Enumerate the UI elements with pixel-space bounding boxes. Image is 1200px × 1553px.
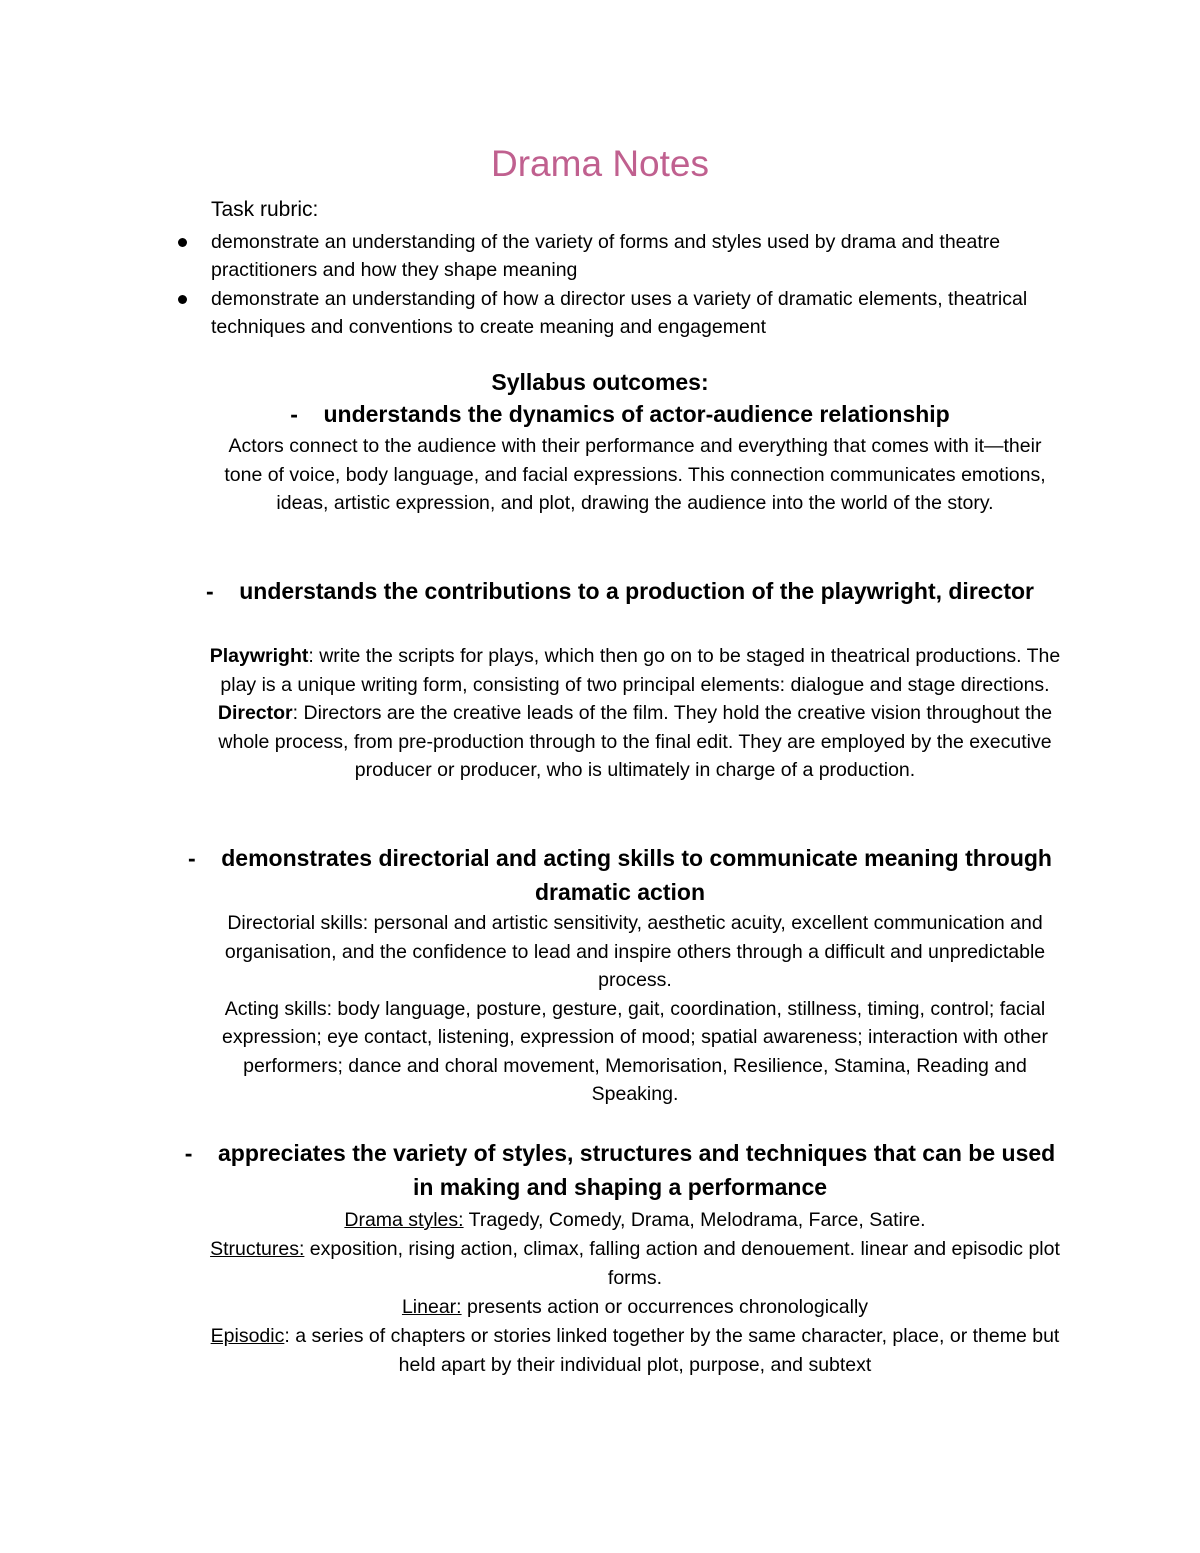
rubric-item-text: demonstrate an understanding of the variety of forms and styles used by drama and theatre practitioners and how they shape meaning — [211, 231, 1001, 282]
bullet-icon — [178, 295, 187, 304]
acting-skills-text: Acting skills: body language, posture, gesture, gait, coordination, stillness, timing, control; facial expression; eye contact, listening, expression of mood; spatial awareness; interaction with other performers; dance and choral movement, Memorisation, Resilience, Stamina, Reading and Speaking. — [222, 997, 1048, 1105]
list-item — [175, 228, 1055, 285]
drama-styles-label: Drama styles: — [344, 1209, 464, 1231]
list-item — [175, 285, 1055, 342]
linear-text: presents action or occurrences chronologically — [461, 1296, 869, 1318]
drama-styles-text: Tragedy, Comedy, Drama, Melodrama, Farce, Satire. — [463, 1209, 926, 1231]
dash-marker: - — [205, 578, 214, 604]
syllabus-outcomes-heading: Syllabus outcomes: — [491, 369, 709, 395]
outcome-heading — [180, 1137, 1060, 1204]
outcome-body — [205, 1206, 1065, 1380]
directorial-skills-text: Directorial skills: personal and artistic sensitivity, aesthetic acuity, excellent communication and organisation, and the confidence to lead and inspire others through a difficult and unpredictable process. — [224, 912, 1046, 991]
outcome-title: appreciates the variety of styles, structures and techniques that can be used in making and shaping a performance — [218, 1140, 1056, 1200]
outcome-title: demonstrates directorial and acting skills to communicate meaning through dramatic action — [221, 845, 1052, 905]
outcome-title: understands the dynamics of actor-audience relationship — [323, 401, 950, 427]
drama-styles-line — [205, 1206, 1065, 1235]
linear-line — [205, 1293, 1065, 1322]
outcome-body — [205, 909, 1065, 1109]
director-text: : Directors are the creative leads of the film. They hold the creative vision throughout the whole process, from pre-production through to the final edit. They are employed by the executive producer or producer, who is ultimately in charge of a production. — [218, 702, 1053, 781]
outcome-heading — [230, 398, 1010, 432]
episodic-label: Episodic — [210, 1325, 285, 1347]
linear-label: Linear: — [401, 1296, 462, 1318]
outcome-heading — [200, 575, 1040, 608]
outcome-title: understands the contributions to a production of the playwright, director — [239, 578, 1035, 604]
outcome-body: Actors connect to the audience with their performance and everything that comes with it—their tone of voice, body language, and facial expressions. This connection communicates emotions, ideas, artistic expression, and plot, drawing the audience into the world of the story. — [224, 435, 1046, 514]
dash-marker: - — [188, 845, 196, 871]
outcome-body — [205, 642, 1065, 785]
episodic-line — [205, 1322, 1065, 1380]
playwright-label: Playwright — [209, 645, 309, 667]
structures-text: exposition, rising action, climax, falling action and denouement. linear and episodic plot forms. — [304, 1238, 1060, 1289]
task-rubric-list — [175, 228, 1055, 341]
episodic-text: : a series of chapters or stories linked together by the same character, place, or theme but held apart by their individual plot, purpose, and subtext — [284, 1325, 1060, 1376]
outcome-heading — [180, 842, 1060, 909]
structures-label: Structures: — [210, 1238, 305, 1260]
page-title: Drama Notes — [491, 143, 709, 184]
dash-marker: - — [290, 401, 298, 427]
director-label: Director — [217, 702, 293, 724]
playwright-text: : write the scripts for plays, which then go on to be staged in theatrical productions. The play is a unique writing form, consisting of two principal elements: dialogue and stage directions. — [220, 645, 1061, 696]
bullet-icon — [178, 238, 187, 247]
dash-marker: - — [184, 1140, 193, 1166]
rubric-item-text: demonstrate an understanding of how a director uses a variety of dramatic elements, theatrical techniques and conventions to create meaning and engagement — [211, 287, 1028, 338]
structures-line — [205, 1235, 1065, 1293]
task-rubric-heading: Task rubric: — [211, 198, 319, 221]
